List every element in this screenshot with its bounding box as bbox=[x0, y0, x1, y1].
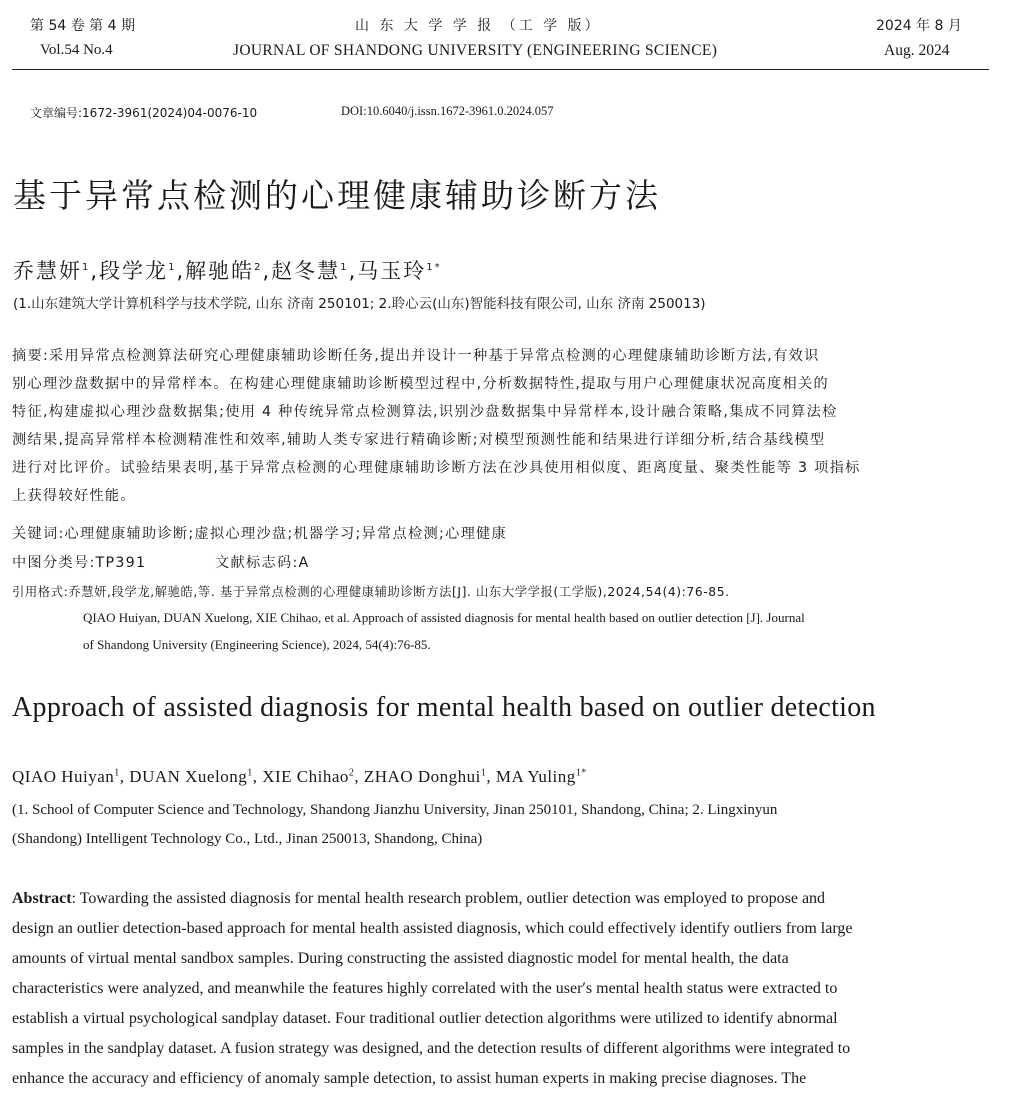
abstract-cn-line: 进行对比评价。试验结果表明,基于异常点检测的心理健康辅助诊断方法在沙具使用相似度、距离度量、聚类性能等 3 项指标 bbox=[12, 460, 861, 476]
abstract-en-line: samples in the sandplay dataset. A fusion strategy was designed, and the detection results of different algorithms were integrated to bbox=[12, 1040, 851, 1057]
abstract-en-label: Abstract bbox=[12, 890, 72, 907]
author-cn: 赵冬慧$^1$ bbox=[271, 259, 349, 283]
abstract-cn bbox=[12, 342, 861, 510]
volume-issue-cn: 第 54 卷 第 4 期 bbox=[30, 18, 135, 34]
abstract-en-line: enhance the accuracy and efficiency of anomaly sample detection, to assist human experts in making precise diagnoses. The bbox=[12, 1070, 807, 1087]
title-en: Approach of assisted diagnosis for mental health based on outlier detection bbox=[12, 692, 876, 723]
abstract-en-line: design an outlier detection-based approach for mental health assisted diagnosis, which could effectively identify outliers from large bbox=[12, 920, 853, 937]
author-cn: 解驰皓$^2$ bbox=[185, 259, 263, 283]
date-cn: 2024 年 8 月 bbox=[876, 18, 962, 34]
affiliation-en-line: (Shandong) Intelligent Technology Co., Ltd., Jinan 250013, Shandong, China) bbox=[12, 831, 483, 847]
keywords-cn: 关键词:心理健康辅助诊断;虚拟心理沙盘;机器学习;异常点检测;心理健康 bbox=[12, 526, 508, 542]
citation-cn: 引用格式:乔慧妍,段学龙,解驰皓,等. 基于异常点检测的心理健康辅助诊断方法[J]. 山东大学学报(工学版),2024,54(4):76-85. bbox=[12, 585, 730, 599]
authors-en: QIAO Huiyan$^1$, DUAN Xuelong$^1$, XIE Chihao$^2$, ZHAO Donghui$^1$, MA Yuling$^{1*}$ bbox=[12, 767, 587, 786]
abstract-en-line: establish a virtual psychological sandplay dataset. Four traditional outlier detection algorithms were utilized to identify abnormal bbox=[12, 1010, 838, 1027]
volume-issue-en: Vol.54 No.4 bbox=[40, 42, 113, 58]
abstract-cn-line: 测结果,提高异常样本检测精准性和效率,辅助人类专家进行精确诊断;对模型预测性能和结果进行详细分析,结合基线模型 bbox=[12, 432, 826, 448]
author-en: QIAO Huiyan$^1$ bbox=[12, 767, 120, 786]
authors-cn: 乔慧妍$^1$,段学龙$^1$,解驰皓$^2$,赵冬慧$^1$,马玉玲$^{1*}$ bbox=[13, 259, 442, 283]
abstract-en bbox=[12, 884, 988, 1094]
header-rule bbox=[12, 69, 989, 70]
author-cn: 段学龙$^1$ bbox=[99, 259, 177, 283]
author-en: XIE Chihao$^2$ bbox=[262, 767, 355, 786]
journal-name-cn: 山 东 大 学 学 报 （工 学 版） bbox=[355, 18, 602, 34]
citation-en-line: of Shandong University (Engineering Science), 2024, 54(4):76-85. bbox=[83, 637, 431, 652]
affiliation-en bbox=[12, 796, 777, 854]
journal-name-en: JOURNAL OF SHANDONG UNIVERSITY (ENGINEERING SCIENCE) bbox=[233, 42, 718, 59]
author-en: ZHAO Donghui$^1$ bbox=[363, 767, 487, 786]
affiliation-en-line: (1. School of Computer Science and Technology, Shandong Jianzhu University, Jinan 250101, Shandong, China; 2. Lingxinyun bbox=[12, 802, 778, 818]
title-cn: 基于异常点检测的心理健康辅助诊断方法 bbox=[13, 176, 661, 215]
author-cn: 乔慧妍$^1$ bbox=[13, 259, 91, 283]
doi: DOI:10.6040/j.issn.1672-3961.0.2024.057 bbox=[341, 104, 554, 118]
affiliation-cn: (1.山东建筑大学计算机科学与技术学院, 山东 济南 250101; 2.聆心云(山东)智能科技有限公司, 山东 济南 250013) bbox=[13, 296, 706, 312]
author-en: DUAN Xuelong$^1$ bbox=[129, 767, 253, 786]
abstract-en-line: Abstract: Towarding the assisted diagnosis for mental health research problem, outlier detection was employed to propose and bbox=[12, 890, 826, 907]
author-cn: 马玉玲$^{1*}$ bbox=[357, 259, 442, 283]
abstract-en-line: amounts of virtual mental sandbox samples. During constructing the assisted diagnostic model for mental health, the data bbox=[12, 950, 789, 967]
abstract-cn-line: 特征,构建虚拟心理沙盘数据集;使用 4 种传统异常点检测算法,识别沙盘数据集中异常样本,设计融合策略,集成不同算法检 bbox=[12, 404, 838, 420]
document-code: 文献标志码:A bbox=[215, 555, 310, 571]
abstract-cn-line: 摘要:采用异常点检测算法研究心理健康辅助诊断任务,提出并设计一种基于异常点检测的心理健康辅助诊断方法,有效识 bbox=[12, 348, 820, 364]
abstract-cn-line: 上获得较好性能。 bbox=[12, 488, 136, 504]
clc-number: 中图分类号:TP391 bbox=[12, 555, 147, 571]
citation-en-line: QIAO Huiyan, DUAN Xuelong, XIE Chihao, et al. Approach of assisted diagnosis for mental health based on outlier detection [J]. Journal bbox=[83, 610, 805, 625]
abstract-en-line: characteristics were analyzed, and meanwhile the features highly correlated with the user′s mental health status were extracted to bbox=[12, 980, 838, 997]
author-en: MA Yuling$^{1*}$ bbox=[495, 767, 587, 786]
abstract-cn-line: 别心理沙盘数据中的异常样本。在构建心理健康辅助诊断模型过程中,分析数据特性,提取与用户心理健康状况高度相关的 bbox=[12, 376, 829, 392]
article-number: 文章编号:1672-3961(2024)04-0076-10 bbox=[30, 106, 258, 120]
date-en: Aug. 2024 bbox=[884, 42, 950, 59]
